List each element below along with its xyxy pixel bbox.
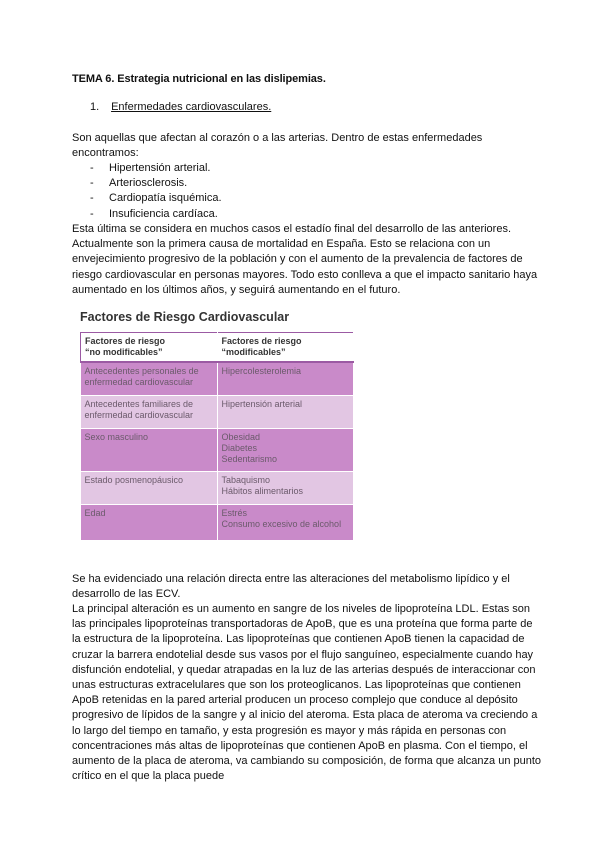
section-label: Enfermedades cardiovasculares. (111, 101, 272, 113)
cell-modifiable: Hipertensión arterial (217, 395, 354, 428)
cell-non-modifiable: Sexo masculino (81, 428, 218, 471)
list-item: - Cardiopatía isquémica. (90, 192, 222, 205)
paragraph-ldl: La principal alteración es un aumento en sangre de los niveles de lipoproteína LDL. Estas son las principales lipoproteínas transportadoras de ApoB, que es una proteína que forma parte de la estructura de la lipoproteína. Las lipoproteínas que contienen ApoB tienen la capacidad de cruzar la barrera endotelial desde sus vasos por el flujo sanguíneo, especialmente cuando hay disfunción endotelial, y quedar atrapadas en la luz de las arterias después de interaccionar con unas estructuras extracelulares que son los proteoglicanos. Las lipoproteínas que contienen ApoB retenidas en la pared arterial producen un proceso complejo que conduce al depósito progresivo de lípidos de la sangre y al inicio del ateroma. Esta placa de ateroma va creciendo a lo largo del tiempo en tamaño, y esta progresión es mayor y más rápida en personas con concentraciones más altas de lipoproteínas que contienen ApoB en plasma. Con el tiempo, el aumento de la placa de ateroma, va cambiando su composición, de forma que alcanza un punto crítico en el que la placa puede (72, 603, 542, 783)
risk-factors-table (80, 332, 354, 541)
paragraph-mortality: Esta última se considera en muchos casos el estadío final del desarrollo de las anteriores. Actualmente son la primera causa de mortalidad en España. Esto se relaciona con un envejecimiento progresivo de la población y con el aumento de la prevalencia de factores de riesgo cardiovascular en personas mayores. Todo esto conlleva a que el impacto sanitario haya aumentado en los últimos años, y seguirá aumentando en el futuro. (72, 223, 538, 296)
table-row (81, 428, 354, 471)
table-row (81, 471, 354, 504)
disease-list (90, 161, 222, 222)
paragraph-lipid-relation: Se ha evidenciado una relación directa entre las alteraciones del metabolismo lipídico y el desarrollo de las ECV. (72, 573, 510, 601)
cell-modifiable: Hipercolesterolemia (217, 362, 354, 395)
cell-modifiable: Tabaquismo Hábitos alimentarios (217, 471, 354, 504)
list-item: - Insuficiencia cardíaca. (90, 207, 218, 220)
figure-title: Factores de Riesgo Cardiovascular (80, 310, 290, 324)
cell-non-modifiable: Edad (81, 504, 218, 540)
table-row (81, 395, 354, 428)
header-non-modifiable: Factores de riesgo “no modificables” (81, 333, 218, 363)
table-header-row (81, 333, 354, 363)
section-number: 1. (90, 101, 100, 113)
intro-paragraph: Son aquellas que afectan al corazón o a las arterias. Dentro de estas enfermedades encontramos: (72, 132, 483, 160)
cell-non-modifiable: Antecedentes familiares de enfermedad cardiovascular (81, 395, 218, 428)
list-item: - Hipertensión arterial. (90, 162, 211, 174)
cell-modifiable: Obesidad Diabetes Sedentarismo (217, 428, 354, 471)
cell-modifiable: Estrés Consumo excesivo de alcohol (217, 504, 354, 540)
table-row (81, 504, 354, 540)
document-title: TEMA 6. Estrategia nutricional en las dislipemias. (72, 73, 326, 85)
cell-non-modifiable: Antecedentes personales de enfermedad cardiovascular (81, 362, 218, 395)
table-row (81, 362, 354, 395)
section-heading (90, 101, 271, 113)
header-modifiable: Factores de riesgo “modificables” (217, 333, 354, 363)
list-item: - Arteriosclerosis. (90, 177, 188, 190)
risk-factors-figure (72, 306, 362, 552)
cell-non-modifiable: Estado posmenopáusico (81, 471, 218, 504)
